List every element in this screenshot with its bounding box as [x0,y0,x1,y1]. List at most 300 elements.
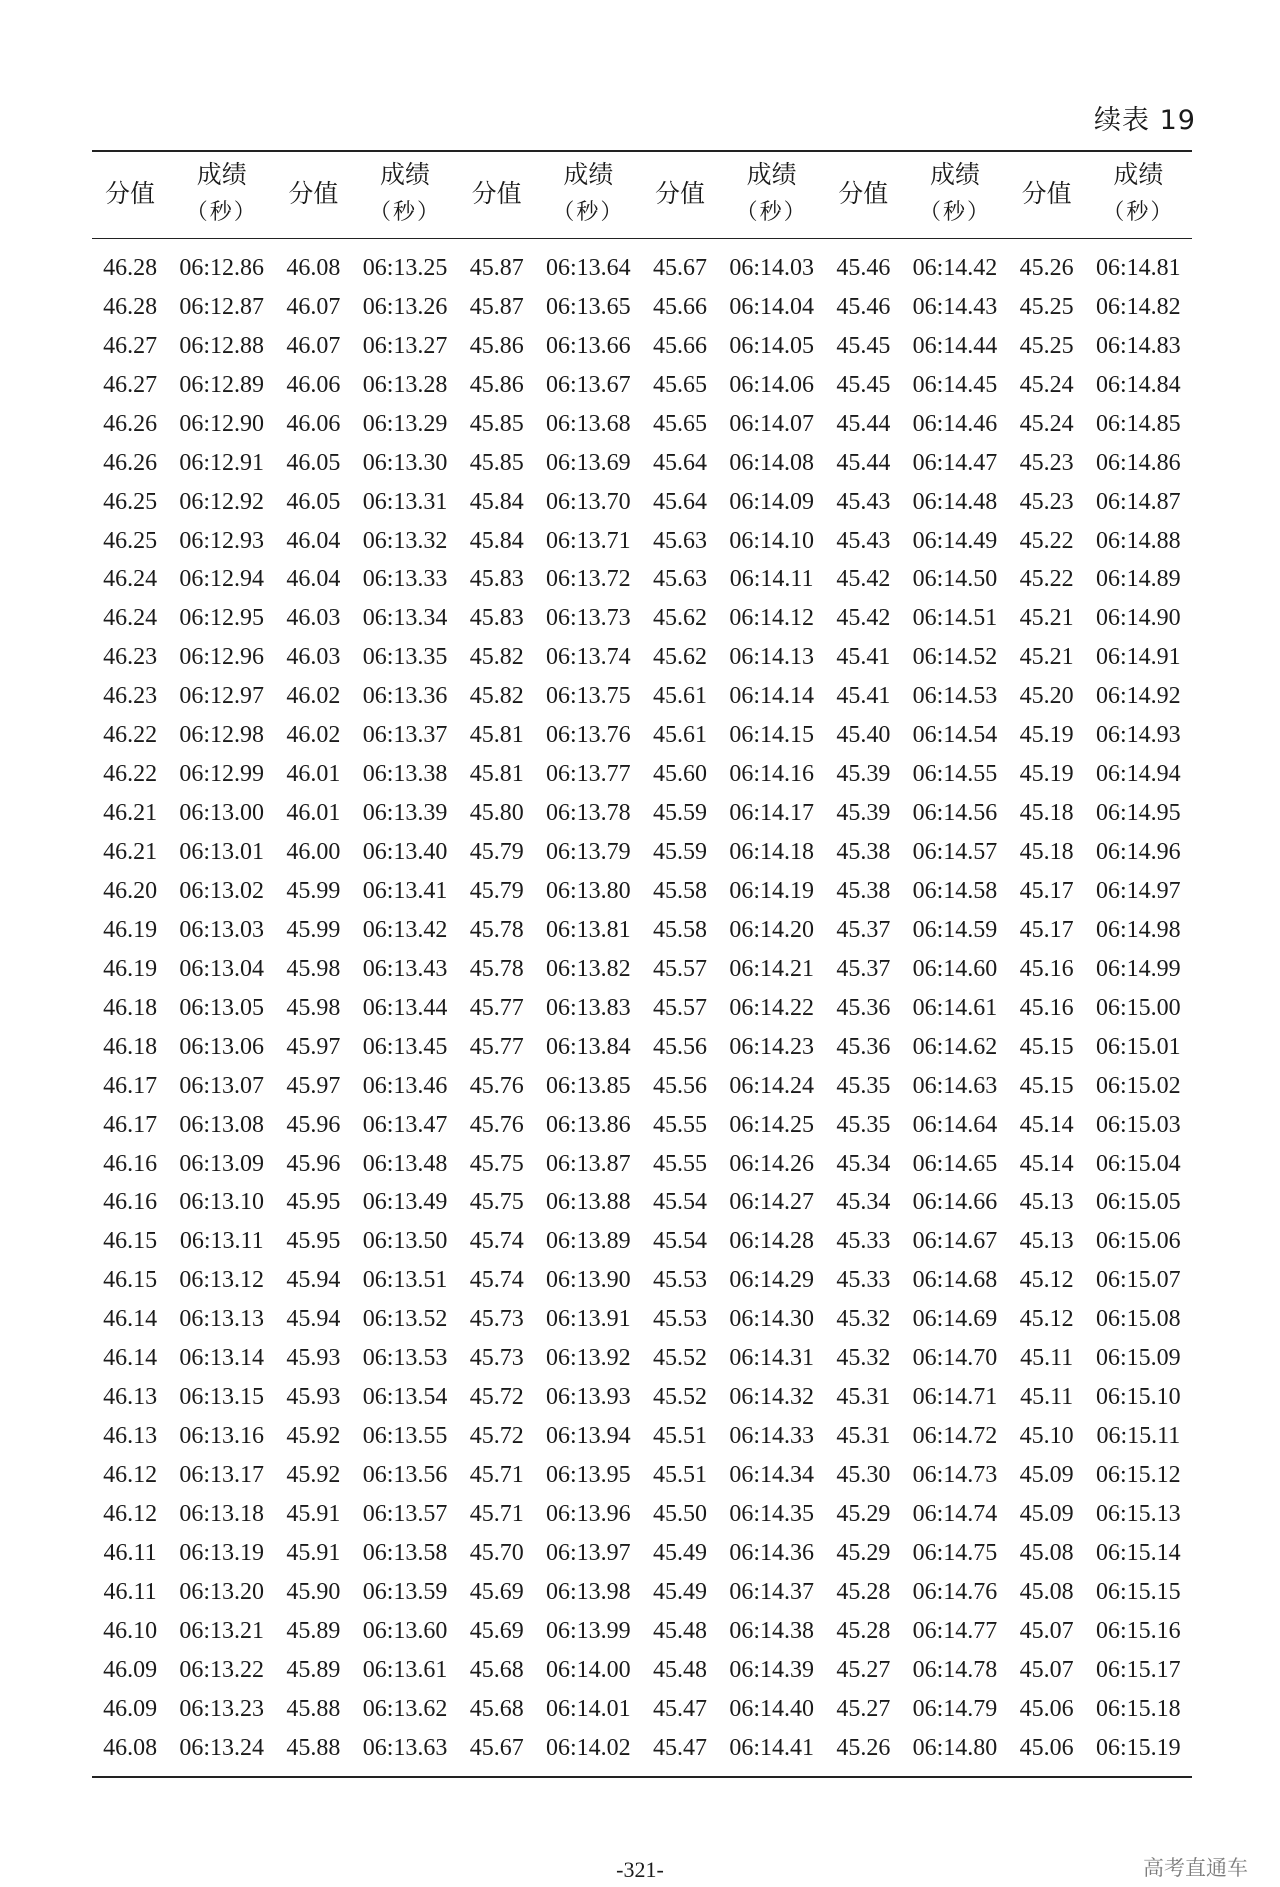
score-cell: 45.48 [653,1656,707,1683]
score-cell: 46.07 [286,332,341,359]
header-result-unit: （秒） [1102,200,1175,225]
header-result-label: 成绩 [1113,160,1164,189]
result-cell: 06:14.00 [546,1656,631,1683]
score-cell: 46.03 [286,605,341,632]
result-cell: 06:12.92 [179,488,265,515]
score-cell: 46.09 [103,1656,158,1683]
result-cell: 06:13.41 [362,877,448,904]
table-row [92,239,1192,288]
score-cell: 45.09 [1019,1500,1074,1527]
score-cell: 45.58 [653,877,707,904]
header-score: 分值 [825,151,901,239]
result-cell: 06:12.86 [179,254,265,281]
table-row [92,1106,1192,1145]
score-cell: 45.31 [836,1384,891,1411]
score-cell: 45.87 [469,293,524,320]
score-cell: 46.22 [103,722,158,749]
result-cell: 06:13.55 [362,1423,448,1450]
result-cell: 06:14.51 [912,605,998,632]
score-cell: 45.61 [653,722,707,749]
table-row [92,1612,1192,1651]
result-cell: 06:14.72 [912,1423,998,1450]
result-cell: 06:13.50 [362,1228,448,1255]
result-cell: 06:14.75 [912,1539,998,1566]
result-cell: 06:13.66 [546,332,631,359]
table-row [92,1184,1192,1223]
score-cell: 45.73 [469,1345,524,1372]
score-cell: 45.33 [836,1228,891,1255]
score-cell: 45.15 [1019,1072,1074,1099]
score-cell: 45.26 [1019,254,1074,281]
result-cell: 06:12.88 [179,332,265,359]
result-cell: 06:13.51 [362,1267,448,1294]
result-cell: 06:13.01 [179,839,265,866]
score-cell: 45.44 [836,410,891,437]
score-cell: 45.57 [653,994,707,1021]
score-cell: 45.42 [836,605,891,632]
result-cell: 06:14.90 [1096,605,1181,632]
score-cell: 45.14 [1019,1150,1074,1177]
result-cell: 06:13.31 [362,488,448,515]
score-cell: 45.38 [836,839,891,866]
score-cell: 45.46 [836,254,891,281]
score-cell: 45.56 [653,1072,707,1099]
result-cell: 06:14.45 [912,371,998,398]
result-cell: 06:14.25 [729,1111,814,1138]
score-cell: 46.17 [103,1072,158,1099]
result-cell: 06:13.23 [179,1695,265,1722]
score-cell: 45.97 [286,1072,341,1099]
result-cell: 06:13.60 [362,1617,448,1644]
header-result-label: 成绩 [746,160,797,189]
result-cell: 06:13.84 [546,1033,631,1060]
score-cell: 45.89 [286,1656,341,1683]
result-cell: 06:14.61 [912,994,998,1021]
result-cell: 06:14.64 [912,1111,998,1138]
score-cell: 45.76 [469,1111,524,1138]
result-cell: 06:13.27 [362,332,448,359]
result-cell: 06:12.91 [179,449,265,476]
result-cell: 06:14.88 [1096,527,1181,554]
score-cell: 45.47 [642,1729,718,1777]
result-cell: 06:14.06 [729,371,814,398]
result-cell: 06:14.77 [912,1617,998,1644]
score-cell: 45.86 [469,332,524,359]
result-cell: 06:14.22 [729,994,814,1021]
score-cell: 46.12 [103,1500,158,1527]
result-cell: 06:13.68 [546,410,631,437]
result-cell: 06:15.05 [1096,1189,1181,1216]
result-cell: 06:14.98 [1096,916,1181,943]
score-cell: 45.62 [653,644,707,671]
score-cell: 45.78 [469,916,524,943]
result-cell: 06:14.35 [729,1500,814,1527]
score-cell: 45.37 [836,955,891,982]
result-cell: 06:13.25 [362,254,448,281]
table-row [92,405,1192,444]
score-cell: 45.09 [1019,1462,1074,1489]
score-cell: 45.13 [1019,1228,1074,1255]
score-cell: 45.43 [836,527,891,554]
score-cell: 46.25 [103,527,158,554]
result-cell: 06:14.08 [729,449,814,476]
result-cell: 06:13.92 [546,1345,631,1372]
score-cell: 45.10 [1019,1423,1074,1450]
result-cell: 06:13.28 [362,371,448,398]
score-cell: 45.12 [1019,1267,1074,1294]
table-row [92,327,1192,366]
result-cell: 06:15.07 [1096,1267,1181,1294]
header-result [901,151,1008,239]
score-cell: 45.53 [653,1306,707,1333]
result-cell: 06:13.12 [179,1267,265,1294]
result-cell: 06:15.10 [1096,1384,1181,1411]
result-cell: 06:14.83 [1096,332,1181,359]
score-cell: 46.24 [103,566,158,593]
result-cell: 06:13.89 [546,1228,631,1255]
score-cell: 45.45 [836,371,891,398]
result-cell: 06:13.85 [546,1072,631,1099]
result-cell: 06:13.71 [546,527,631,554]
score-cell: 46.26 [103,449,158,476]
header-result-label: 成绩 [563,160,614,189]
score-cell: 45.84 [469,527,524,554]
table-row [92,483,1192,522]
result-cell: 06:14.19 [729,877,814,904]
score-cell: 45.94 [286,1306,341,1333]
score-cell: 46.00 [286,839,341,866]
result-cell: 06:13.54 [362,1384,448,1411]
score-cell: 45.67 [653,254,707,281]
score-cell: 46.21 [103,800,158,827]
result-cell: 06:13.81 [546,916,631,943]
result-cell: 06:14.47 [912,449,998,476]
score-cell: 45.23 [1019,449,1074,476]
score-cell: 46.26 [103,410,158,437]
score-cell: 45.65 [653,371,707,398]
result-cell: 06:14.74 [912,1500,998,1527]
result-cell: 06:13.83 [546,994,631,1021]
score-cell: 46.23 [103,644,158,671]
result-cell: 06:15.15 [1096,1578,1181,1605]
result-cell: 06:14.95 [1096,800,1181,827]
result-cell: 06:13.00 [179,800,265,827]
score-cell: 45.95 [286,1189,341,1216]
result-cell: 06:14.89 [1096,566,1181,593]
table-row [92,444,1192,483]
result-cell: 06:13.32 [362,527,448,554]
result-cell: 06:13.91 [546,1306,631,1333]
result-cell: 06:14.59 [912,916,998,943]
table-row [92,366,1192,405]
result-cell: 06:14.33 [729,1423,814,1450]
score-cell: 45.71 [469,1500,524,1527]
score-cell: 46.11 [103,1578,157,1605]
result-cell: 06:15.02 [1096,1072,1181,1099]
header-score: 分值 [92,151,168,239]
result-cell: 06:14.28 [729,1228,814,1255]
result-cell: 06:12.93 [179,527,265,554]
result-cell: 06:14.37 [729,1578,814,1605]
score-cell: 45.28 [836,1617,891,1644]
result-cell: 06:14.96 [1096,839,1181,866]
score-cell: 45.47 [653,1695,707,1722]
result-cell: 06:13.87 [546,1150,631,1177]
score-cell: 45.69 [469,1617,524,1644]
result-cell: 06:13.37 [362,722,448,749]
result-cell: 06:14.15 [729,722,814,749]
score-cell: 45.50 [653,1500,707,1527]
result-cell: 06:13.16 [179,1423,265,1450]
table-row [92,561,1192,600]
result-cell: 06:14.66 [912,1189,998,1216]
result-cell: 06:14.48 [912,488,998,515]
score-cell: 45.99 [286,877,341,904]
result-cell: 06:13.73 [546,605,631,632]
score-cell: 46.14 [103,1306,158,1333]
score-cell: 45.22 [1019,566,1074,593]
score-cell: 45.45 [836,332,891,359]
score-cell: 46.06 [286,410,341,437]
header-result [351,151,458,239]
header-result-label: 成绩 [929,160,980,189]
header-result [718,151,825,239]
score-cell: 45.74 [469,1267,524,1294]
result-cell: 06:14.80 [901,1729,1008,1777]
score-cell: 45.13 [1019,1189,1074,1216]
table-row [92,794,1192,833]
table-row [92,1495,1192,1534]
result-cell: 06:14.92 [1096,683,1181,710]
result-cell: 06:13.93 [546,1384,631,1411]
result-cell: 06:15.01 [1096,1033,1181,1060]
result-cell: 06:13.43 [362,955,448,982]
result-cell: 06:13.09 [179,1150,265,1177]
score-cell: 45.98 [286,955,341,982]
result-cell: 06:12.95 [179,605,265,632]
score-cell: 45.52 [653,1384,707,1411]
score-cell: 45.68 [469,1695,524,1722]
score-cell: 45.40 [836,722,891,749]
result-cell: 06:13.94 [546,1423,631,1450]
table-row [92,1067,1192,1106]
score-cell: 45.83 [469,605,524,632]
result-cell: 06:13.99 [546,1617,631,1644]
result-cell: 06:13.06 [179,1033,265,1060]
score-cell: 46.07 [286,293,341,320]
score-cell: 45.31 [836,1423,891,1450]
score-cell: 45.19 [1019,722,1074,749]
result-cell: 06:14.32 [729,1384,814,1411]
result-cell: 06:12.98 [179,722,265,749]
table-row [92,989,1192,1028]
result-cell: 06:14.07 [729,410,814,437]
score-cell: 45.18 [1019,800,1074,827]
result-cell: 06:13.10 [179,1189,265,1216]
result-cell: 06:13.34 [362,605,448,632]
result-cell: 06:14.55 [912,761,998,788]
score-cell: 45.51 [653,1423,707,1450]
header-result-unit: （秒） [185,200,258,225]
result-cell: 06:14.44 [912,332,998,359]
result-cell: 06:13.04 [179,955,265,982]
result-cell: 06:13.11 [179,1228,264,1255]
result-cell: 06:14.73 [912,1462,998,1489]
score-cell: 45.07 [1019,1617,1074,1644]
result-cell: 06:15.11 [1096,1423,1181,1450]
result-cell: 06:14.49 [912,527,998,554]
header-result-unit: （秒） [918,200,991,225]
score-cell: 45.46 [836,293,891,320]
score-cell: 45.59 [653,839,707,866]
score-cell: 45.39 [836,800,891,827]
result-cell: 06:14.86 [1096,449,1181,476]
result-cell: 06:13.49 [362,1189,448,1216]
result-cell: 06:13.59 [362,1578,448,1605]
score-cell: 45.36 [836,1033,891,1060]
result-cell: 06:13.18 [179,1500,265,1527]
table-row [92,911,1192,950]
score-cell: 46.15 [103,1228,158,1255]
table-row [92,522,1192,561]
score-cell: 45.93 [286,1345,341,1372]
score-cell: 45.41 [836,683,891,710]
score-cell: 46.06 [286,371,341,398]
score-cell: 45.78 [469,955,524,982]
table-row [92,755,1192,794]
score-cell: 45.88 [275,1729,351,1777]
result-cell: 06:13.74 [546,644,631,671]
score-cell: 45.52 [653,1345,707,1372]
result-cell: 06:13.82 [546,955,631,982]
score-cell: 46.18 [103,994,158,1021]
score-cell: 45.70 [469,1539,524,1566]
result-cell: 06:13.63 [351,1729,458,1777]
score-cell: 45.66 [653,293,707,320]
result-cell: 06:15.00 [1096,994,1181,1021]
result-cell: 06:14.65 [912,1150,998,1177]
result-cell: 06:14.17 [729,800,814,827]
result-cell: 06:13.48 [362,1150,448,1177]
result-cell: 06:13.39 [362,800,448,827]
score-cell: 46.05 [286,449,341,476]
result-cell: 06:13.67 [546,371,631,398]
result-cell: 06:13.02 [179,877,265,904]
score-cell: 45.51 [653,1462,707,1489]
result-cell: 06:14.09 [729,488,814,515]
table-row [92,1729,1192,1777]
header-score: 分值 [459,151,535,239]
result-cell: 06:15.08 [1096,1306,1181,1333]
result-cell: 06:12.94 [179,566,265,593]
result-cell: 06:13.58 [362,1539,448,1566]
score-cell: 45.81 [469,761,524,788]
score-cell: 45.16 [1019,994,1074,1021]
score-cell: 46.16 [103,1189,158,1216]
result-cell: 06:13.65 [546,293,631,320]
result-cell: 06:13.90 [546,1267,631,1294]
score-cell: 45.21 [1019,605,1074,632]
score-cell: 45.97 [286,1033,341,1060]
score-cell: 45.58 [653,916,707,943]
result-cell: 06:14.24 [729,1072,814,1099]
result-cell: 06:13.07 [179,1072,265,1099]
result-cell: 06:14.76 [912,1578,998,1605]
result-cell: 06:14.43 [912,293,998,320]
header-score: 分值 [642,151,718,239]
score-cell: 45.64 [653,488,707,515]
score-cell: 45.29 [836,1539,891,1566]
score-cell: 45.16 [1019,955,1074,982]
score-cell: 45.82 [469,683,524,710]
score-cell: 45.07 [1019,1656,1074,1683]
score-cell: 46.10 [103,1617,158,1644]
result-cell: 06:13.05 [179,994,265,1021]
result-cell: 06:12.87 [179,293,265,320]
score-cell: 46.21 [103,839,158,866]
score-cell: 46.28 [103,254,158,281]
result-cell: 06:13.77 [546,761,631,788]
result-cell: 06:15.14 [1096,1539,1181,1566]
result-cell: 06:15.13 [1096,1500,1181,1527]
score-cell: 45.33 [836,1267,891,1294]
result-cell: 06:14.34 [729,1462,814,1489]
score-cell: 45.23 [1019,488,1074,515]
result-cell: 06:14.54 [912,722,998,749]
score-cell: 45.12 [1019,1306,1074,1333]
result-cell: 06:15.03 [1096,1111,1181,1138]
table-row [92,1651,1192,1690]
result-cell: 06:15.09 [1096,1345,1181,1372]
score-cell: 45.96 [286,1111,341,1138]
result-cell: 06:14.39 [729,1656,814,1683]
result-cell: 06:12.96 [179,644,265,671]
score-cell: 45.57 [653,955,707,982]
score-cell: 46.25 [103,488,158,515]
result-cell: 06:14.30 [729,1306,814,1333]
result-cell: 06:13.64 [546,254,631,281]
score-cell: 45.77 [469,1033,524,1060]
score-cell: 45.22 [1019,527,1074,554]
score-cell: 45.80 [469,800,524,827]
score-cell: 45.61 [653,683,707,710]
result-cell: 06:15.18 [1096,1695,1181,1722]
table-row [92,1573,1192,1612]
score-cell: 45.91 [286,1539,341,1566]
score-cell: 45.55 [653,1150,707,1177]
score-cell: 45.49 [653,1539,707,1566]
score-cell: 45.92 [286,1423,341,1450]
score-cell: 45.35 [836,1111,891,1138]
score-cell: 45.63 [653,527,707,554]
result-cell: 06:14.71 [912,1384,998,1411]
score-cell: 45.42 [836,566,891,593]
score-cell: 45.29 [836,1500,891,1527]
result-cell: 06:14.11 [729,566,814,593]
score-cell: 45.06 [1019,1695,1074,1722]
score-cell: 45.32 [836,1345,891,1372]
result-cell: 06:13.78 [546,800,631,827]
result-cell: 06:13.44 [362,994,448,1021]
score-cell: 45.79 [469,839,524,866]
score-cell: 45.64 [653,449,707,476]
result-cell: 06:14.38 [729,1617,814,1644]
watermark: 高考直通车 [1143,1856,1248,1880]
score-cell: 45.96 [286,1150,341,1177]
result-cell: 06:14.18 [729,839,814,866]
header-result-label: 成绩 [196,160,247,189]
score-cell: 45.60 [653,761,707,788]
